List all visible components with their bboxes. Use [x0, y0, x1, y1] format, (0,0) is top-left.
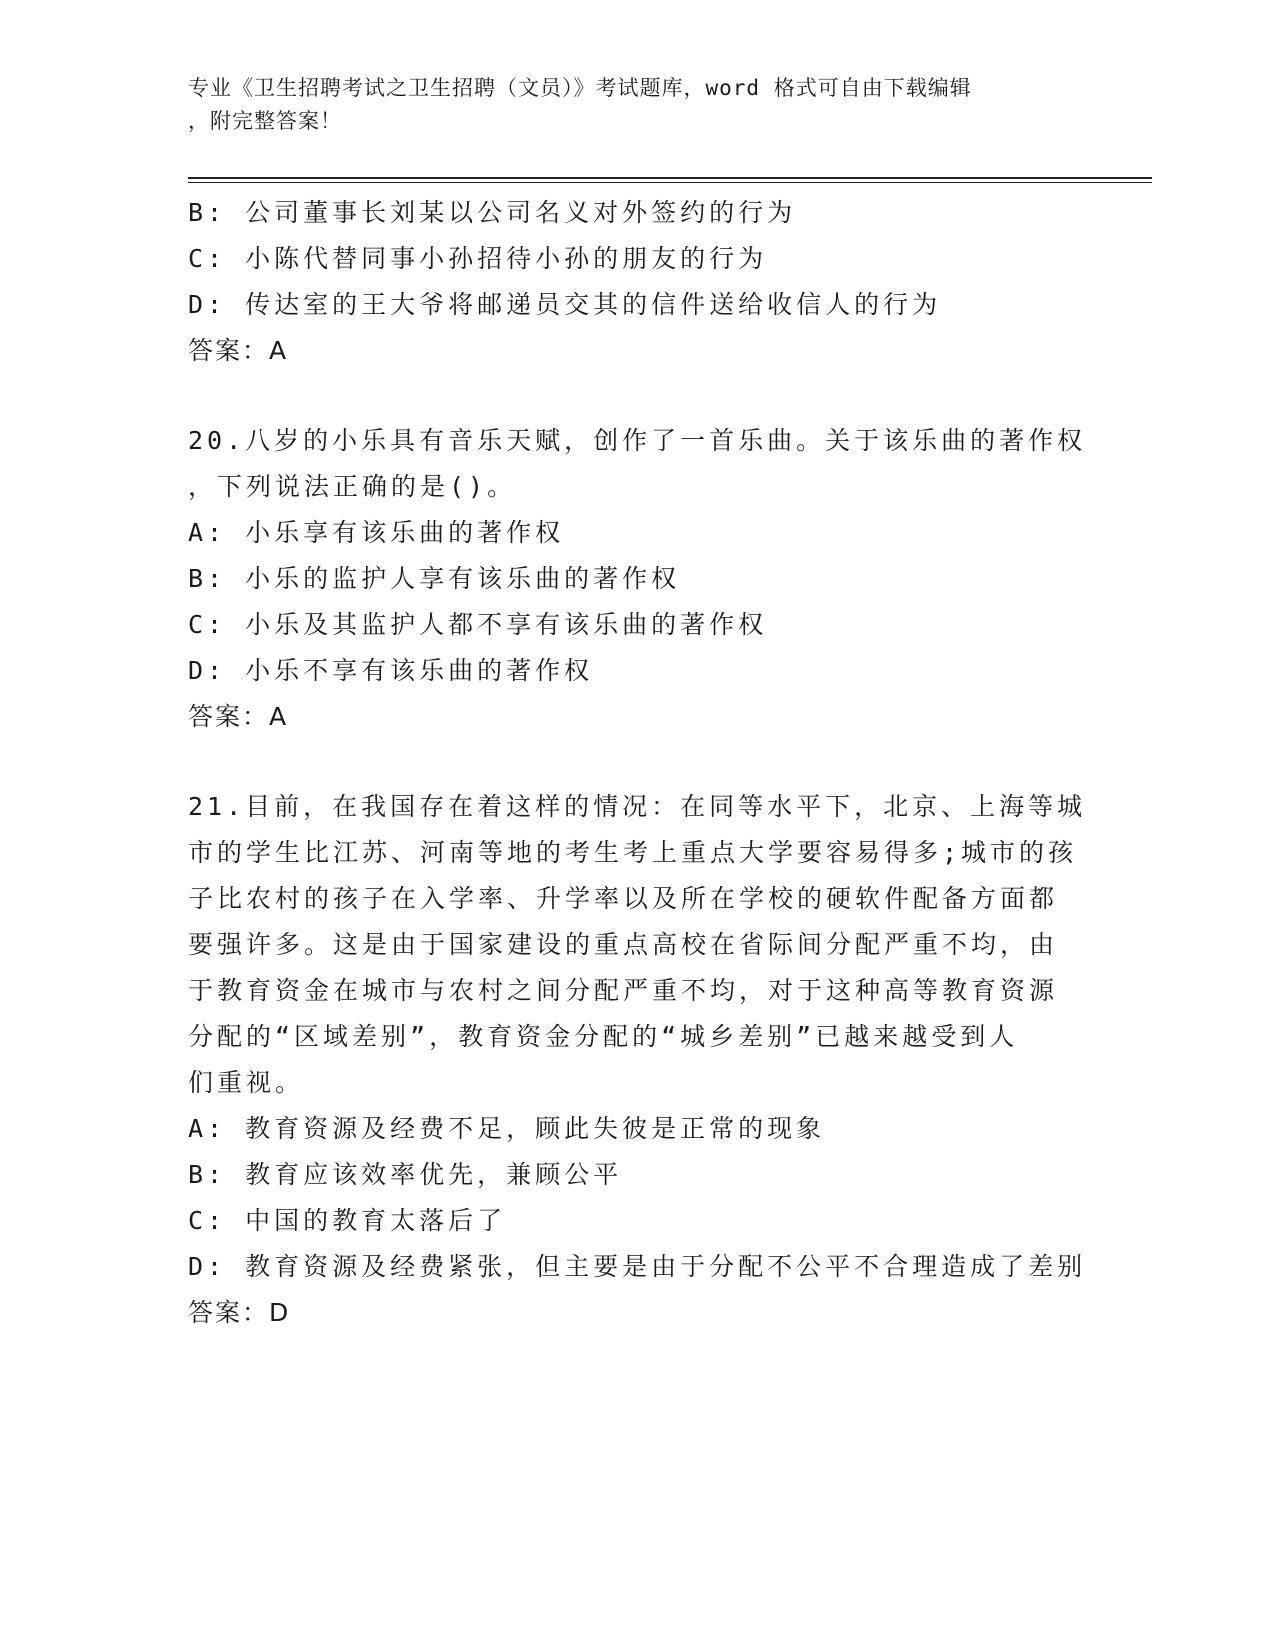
header-line-1: 专业《卫生招聘考试之卫生招聘（文员）》考试题库，word 格式可自由下载编辑 — [188, 76, 972, 100]
q21-option-d: D: 教育资源及经费紧张，但主要是由于分配不公平不合理造成了差别 — [188, 1252, 1087, 1281]
header-divider-thin — [188, 182, 1152, 183]
q21-answer: 答案：D — [188, 1298, 291, 1327]
q21-stem-line: 于教育资金在城市与农村之间分配严重不均，对于这种高等教育资源 — [188, 976, 1059, 1005]
q20-option-d: D: 小乐不享有该乐曲的著作权 — [188, 656, 594, 685]
q20-option-c: C: 小乐及其监护人都不享有该乐曲的著作权 — [188, 610, 768, 639]
q21-stem-line: 们重视。 — [188, 1068, 305, 1097]
q21-stem-line: 要强许多。这是由于国家建设的重点高校在省际间分配严重不均，由 — [188, 930, 1059, 959]
q21-option-a: A: 教育资源及经费不足，顾此失彼是正常的现象 — [188, 1114, 826, 1143]
header-line-2: ，附完整答案！ — [188, 109, 342, 133]
q20-answer: 答案：A — [188, 702, 289, 731]
q20-option-b: B: 小乐的监护人享有该乐曲的著作权 — [188, 564, 681, 593]
q19-option-d: D: 传达室的王大爷将邮递员交其的信件送给收信人的行为 — [188, 290, 942, 319]
q20-stem-line: 20.八岁的小乐具有音乐天赋，创作了一首乐曲。关于该乐曲的著作权 — [188, 426, 1087, 455]
q19-option-b: B: 公司董事长刘某以公司名义对外签约的行为 — [188, 198, 797, 227]
q19-answer: 答案：A — [188, 336, 289, 365]
q20-stem-line: ，下列说法正确的是()。 — [188, 472, 517, 501]
q21-stem-line: 分配的“区域差别”，教育资金分配的“城乡差别”已越来越受到人 — [188, 1022, 1019, 1051]
question-content — [188, 190, 1088, 1336]
q21-option-c: C: 中国的教育太落后了 — [188, 1206, 507, 1235]
spacer — [188, 740, 1088, 784]
q21-option-b: B: 教育应该效率优先，兼顾公平 — [188, 1160, 623, 1189]
q21-stem-line: 子比农村的孩子在入学率、升学率以及所在学校的硬软件配备方面都 — [188, 884, 1059, 913]
header-divider-thick — [188, 177, 1152, 179]
spacer — [188, 374, 1088, 418]
q21-stem-line: 市的学生比江苏、河南等地的考生考上重点大学要容易得多;城市的孩 — [188, 838, 1078, 867]
q19-option-c: C: 小陈代替同事小孙招待小孙的朋友的行为 — [188, 244, 768, 273]
question-21 — [188, 784, 1088, 1336]
question-19-continued — [188, 190, 1088, 374]
question-20 — [188, 418, 1088, 740]
q21-stem-line: 21.目前，在我国存在着这样的情况：在同等水平下，北京、上海等城 — [188, 792, 1087, 821]
q20-option-a: A: 小乐享有该乐曲的著作权 — [188, 518, 565, 547]
document-header — [188, 72, 1088, 138]
